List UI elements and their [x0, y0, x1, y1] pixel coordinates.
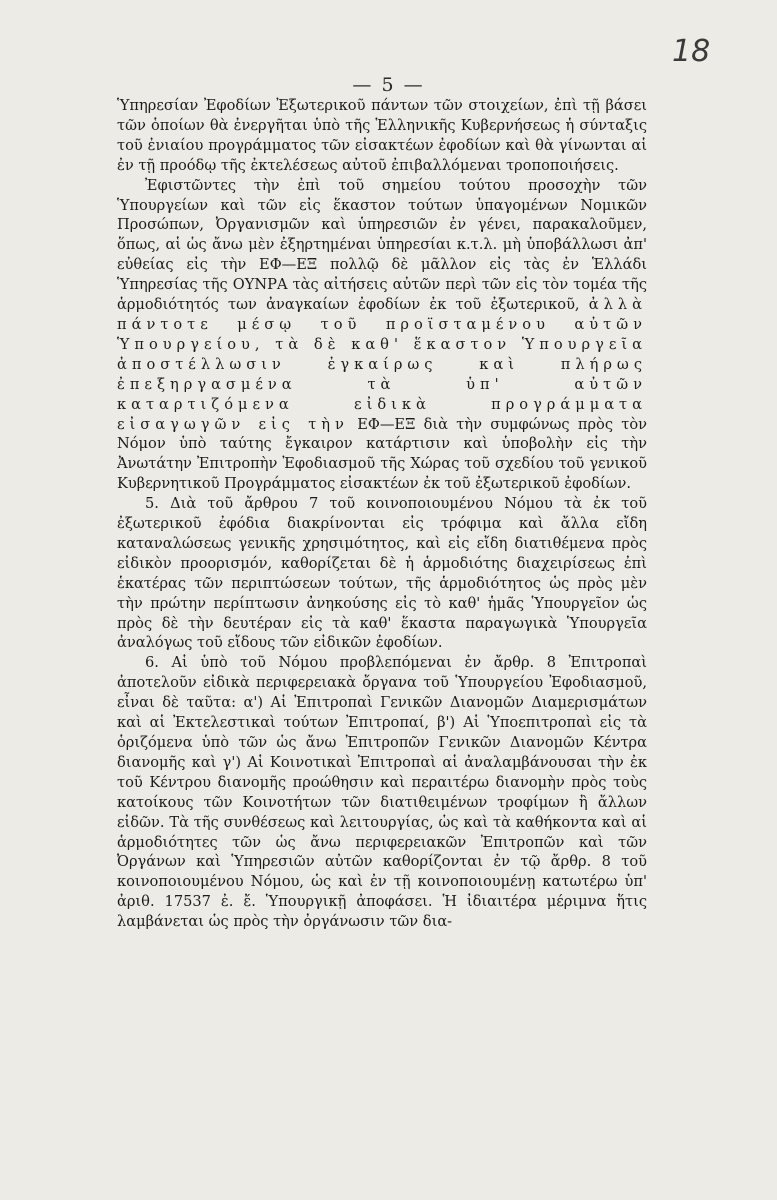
paragraph-2-end: ΕΦ—ΕΞ διὰ τὴν συμφώνως πρὸς τὸν Νόμον ὑπὸ ταύτης ἔγκαιρον κατάρτισιν καὶ ὑποβολὴν εἰς τὴν Ἀνωτάτην Ἐπιτροπὴν Ἐφοδιασμοῦ τῆς Χώρας τοῦ σχεδίου τοῦ γενικοῦ Κυβερνητικοῦ Προγράμματος εἰσακτέων ἐκ τοῦ ἐξωτερικοῦ ἐφοδίων. — [117, 415, 648, 493]
paragraph-2-text: Ἐφιστῶντες τὴν ἐπὶ τοῦ σημείου τούτου προσοχὴν τῶν Ὑπουργείων καὶ τῶν εἰς ἕκαστον τούτων ὑπαγομένων Νομικῶν Προσώπων, Ὀργανισμῶν καὶ ὑπηρεσιῶν ἐν γένει, παρακαλοῦμεν, ὅπως, αἱ ὡς ἄνω μὲν ἐξηρτημέναι ὑπηρεσίαι κ.τ.λ. μὴ ὑποβάλλωσι ἀπ' εὐθείας εἰς τὴν ΕΦ—ΕΞ πολλῷ δὲ μᾶλλον εἰς τὰς ἐν Ἑλλάδι Ὑπηρεσίας τῆς ΟΥΝΡΑ τὰς αἰτήσεις αὐτῶν περὶ τῶν εἰς τὸν τομέα τῆς ἁρμοδιότητός των ἀναγκαίων ἐφοδίων ἐκ τοῦ ἐξωτερικοῦ, — [117, 176, 647, 314]
body-text — [117, 96, 647, 932]
paragraph-2-spaced-text: ἀλλὰ πάντοτε μέσῳ τοῦ προϊσταμένου αὐτῶν Ὑπουργείου, τὰ δὲ καθ' ἕκαστον Ὑπουργεῖα ἀποστέλλωσιν ἐγκαίρως καὶ πλήρως ἐπεξηργασμένα τὰ ὑπ' αὐτῶν καταρτιζόμενα εἰδικὰ προγράμματα εἰσαγωγῶν εἰς τὴν — [117, 296, 647, 433]
handwritten-annotation: 18 — [672, 34, 711, 69]
paragraph-3: 5. Διὰ τοῦ ἄρθρου 7 τοῦ κοινοποιουμένου Νόμου τὰ ἐκ τοῦ ἐξωτερικοῦ ἐφόδια διακρίνονται εἰς τρόφιμα καὶ ἄλλα εἴδη καταναλώσεως γενικῆς χρησιμότητος, καὶ εἰς εἴδη διατιθέμενα πρὸς εἰδικὸν προορισμόν, καθορίζεται δὲ ἡ ἁρμοδιότης διαχειρίσεως ἐπὶ ἑκατέρας τῶν περιπτώσεων τούτων, τῆς ἁρμοδιότητος ὡς πρὸς μὲν τὴν πρώτην περίπτωσιν ἀνηκούσης εἰς τὸ καθ' ἡμᾶς Ὑπουργεῖον ὡς πρὸς δὲ τὴν δευτέραν εἰς τὰ καθ' ἕκαστα παραγωγικὰ Ὑπουργεῖα ἀναλόγως τοῦ εἴδους τῶν εἰδικῶν ἐφοδίων. — [117, 495, 647, 652]
paragraph-4: 6. Αἱ ὑπὸ τοῦ Νόμου προβλεπόμεναι ἐν ἄρθρ. 8 Ἐπιτροπαὶ ἀποτελοῦν εἰδικὰ περιφερειακὰ ὄργανα τοῦ Ὑπουργείου Ἐφοδιασμοῦ, εἶναι δὲ ταῦτα: α') Αἱ Ἐπιτροπαὶ Γενικῶν Διανομῶν Διαμερισμάτων καὶ αἱ Ἐκτελεστικαὶ τούτων Ἐπιτροπαί, β') Αἱ Ὑποεπιτροπαὶ εἰς τὰ ὁριζόμενα ὑπὸ τῶν ὡς ἄνω Ἐπιτροπῶν Γενικῶν Διανομῶν Κέντρα διανομῆς καὶ γ') Αἱ Κοινοτικαὶ Ἐπιτροπαὶ αἱ ἀναλαμβάνουσαι τὴν ἐκ τοῦ Κέντρου διανομῆς προώθησιν καὶ περαιτέρω διανομὴν πρὸς τοὺς κατοίκους τῶν Κοινοτήτων τῶν διατιθειμένων τροφίμων ἢ ἄλλων εἰδῶν. Τὰ τῆς συνθέσεως καὶ λειτουργίας, ὡς καὶ τὰ καθήκοντα καὶ αἱ ἁρμοδιότητες τῶν ὡς ἄνω περιφερειακῶν Ἐπιτροπῶν καὶ τῶν Ὀργάνων καὶ Ὑπηρεσιῶν αὐτῶν καθορίζονται ἐν τῷ ἄρθρ. 8 τοῦ κοινοποιουμένου Νόμου, ὡς καὶ ἐν τῇ κοινοποιουμένῃ κατωτέρω ὑπ' ἀριθ. 17537 ἐ. ἔ. Ὑπουργικῇ ἀποφάσει. Ἡ ἰδιαιτέρα μέριμνα ἥτις λαμβάνεται ὡς πρὸς τὴν ὀργάνωσιν τῶν δια- — [117, 654, 647, 931]
page-number: — 5 — — [352, 74, 425, 96]
paragraph-1: Ὑπηρεσίαν Ἐφοδίων Ἐξωτερικοῦ πάντων τῶν στοιχείων, ἐπὶ τῇ βάσει τῶν ὁποίων θὰ ἐνεργῆται ὑπὸ τῆς Ἑλληνικῆς Κυβερνήσεως ἡ σύνταξις τοῦ ἐνιαίου προγράμματος τῶν εἰσακτέων ἐφοδίων καὶ θὰ γίνωνται αἱ ἐν τῇ προόδῳ τῆς ἐκτελέσεως αὐτοῦ ἐπιβαλλόμεναι τροποποιήσεις. — [117, 97, 647, 174]
paragraph-2 — [117, 176, 647, 495]
